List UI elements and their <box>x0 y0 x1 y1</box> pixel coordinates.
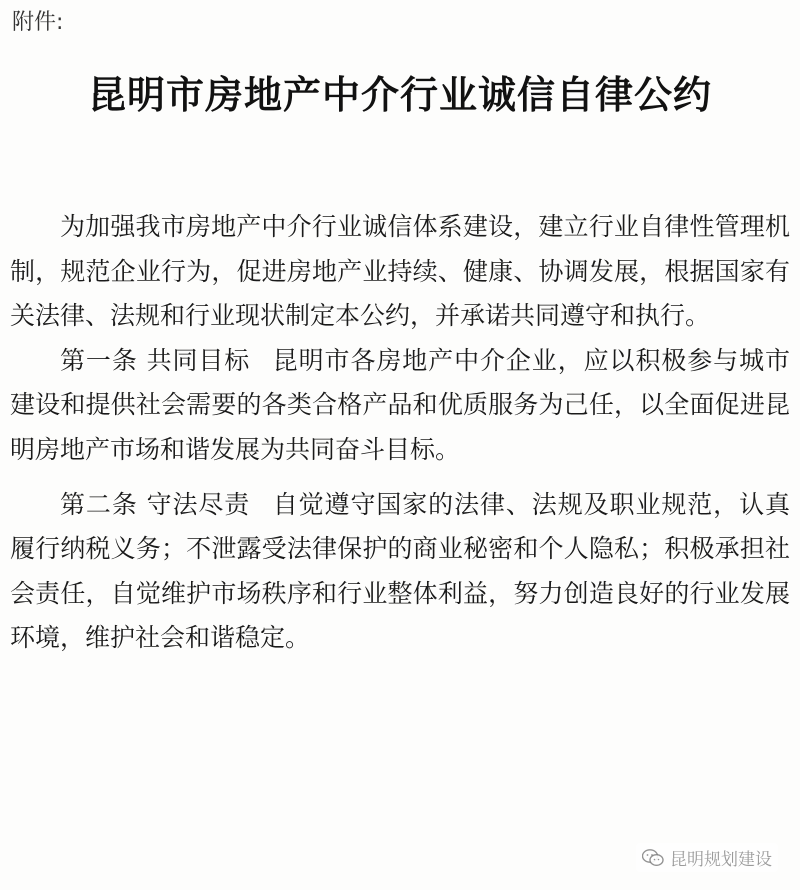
document-title: 昆明市房地产中介行业诚信自律公约 <box>87 73 712 117</box>
article-1-paragraph <box>10 339 790 473</box>
article-1-heading: 第一条 共同目标 <box>60 345 251 375</box>
attachment-label: 附件: <box>12 10 64 35</box>
article-1-text: 昆明市各房地产中介企业，应以积极参与城市建设和提供社会需要的各类合格产品和优质服务为己任，以全面促进昆明房地产市场和谐发展为共同奋斗目标。 <box>10 345 790 464</box>
article-2-heading: 第二条 守法尽责 <box>60 489 251 519</box>
document-body <box>10 205 790 661</box>
article-2-paragraph <box>10 483 790 661</box>
article-2-text: 自觉遵守国家的法律、法规及职业规范，认真履行纳税义务；不泄露受法律保护的商业秘密和个人隐私；积极承担社会责任，自觉维护市场秩序和行业整体利益，努力创造良好的行业发展环境，维护社会和谐稳定。 <box>10 489 790 653</box>
preamble-paragraph: 为加强我市房地产中介行业诚信体系建设，建立行业自律性管理机制，规范企业行为，促进房地产业持续、健康、协调发展，根据国家有关法律、法规和行业现状制定本公约，并承诺共同遵守和执行。 <box>10 212 790 331</box>
source-watermark <box>636 843 778 872</box>
wechat-icon <box>642 849 664 867</box>
watermark-text: 昆明规划建设 <box>670 850 772 870</box>
